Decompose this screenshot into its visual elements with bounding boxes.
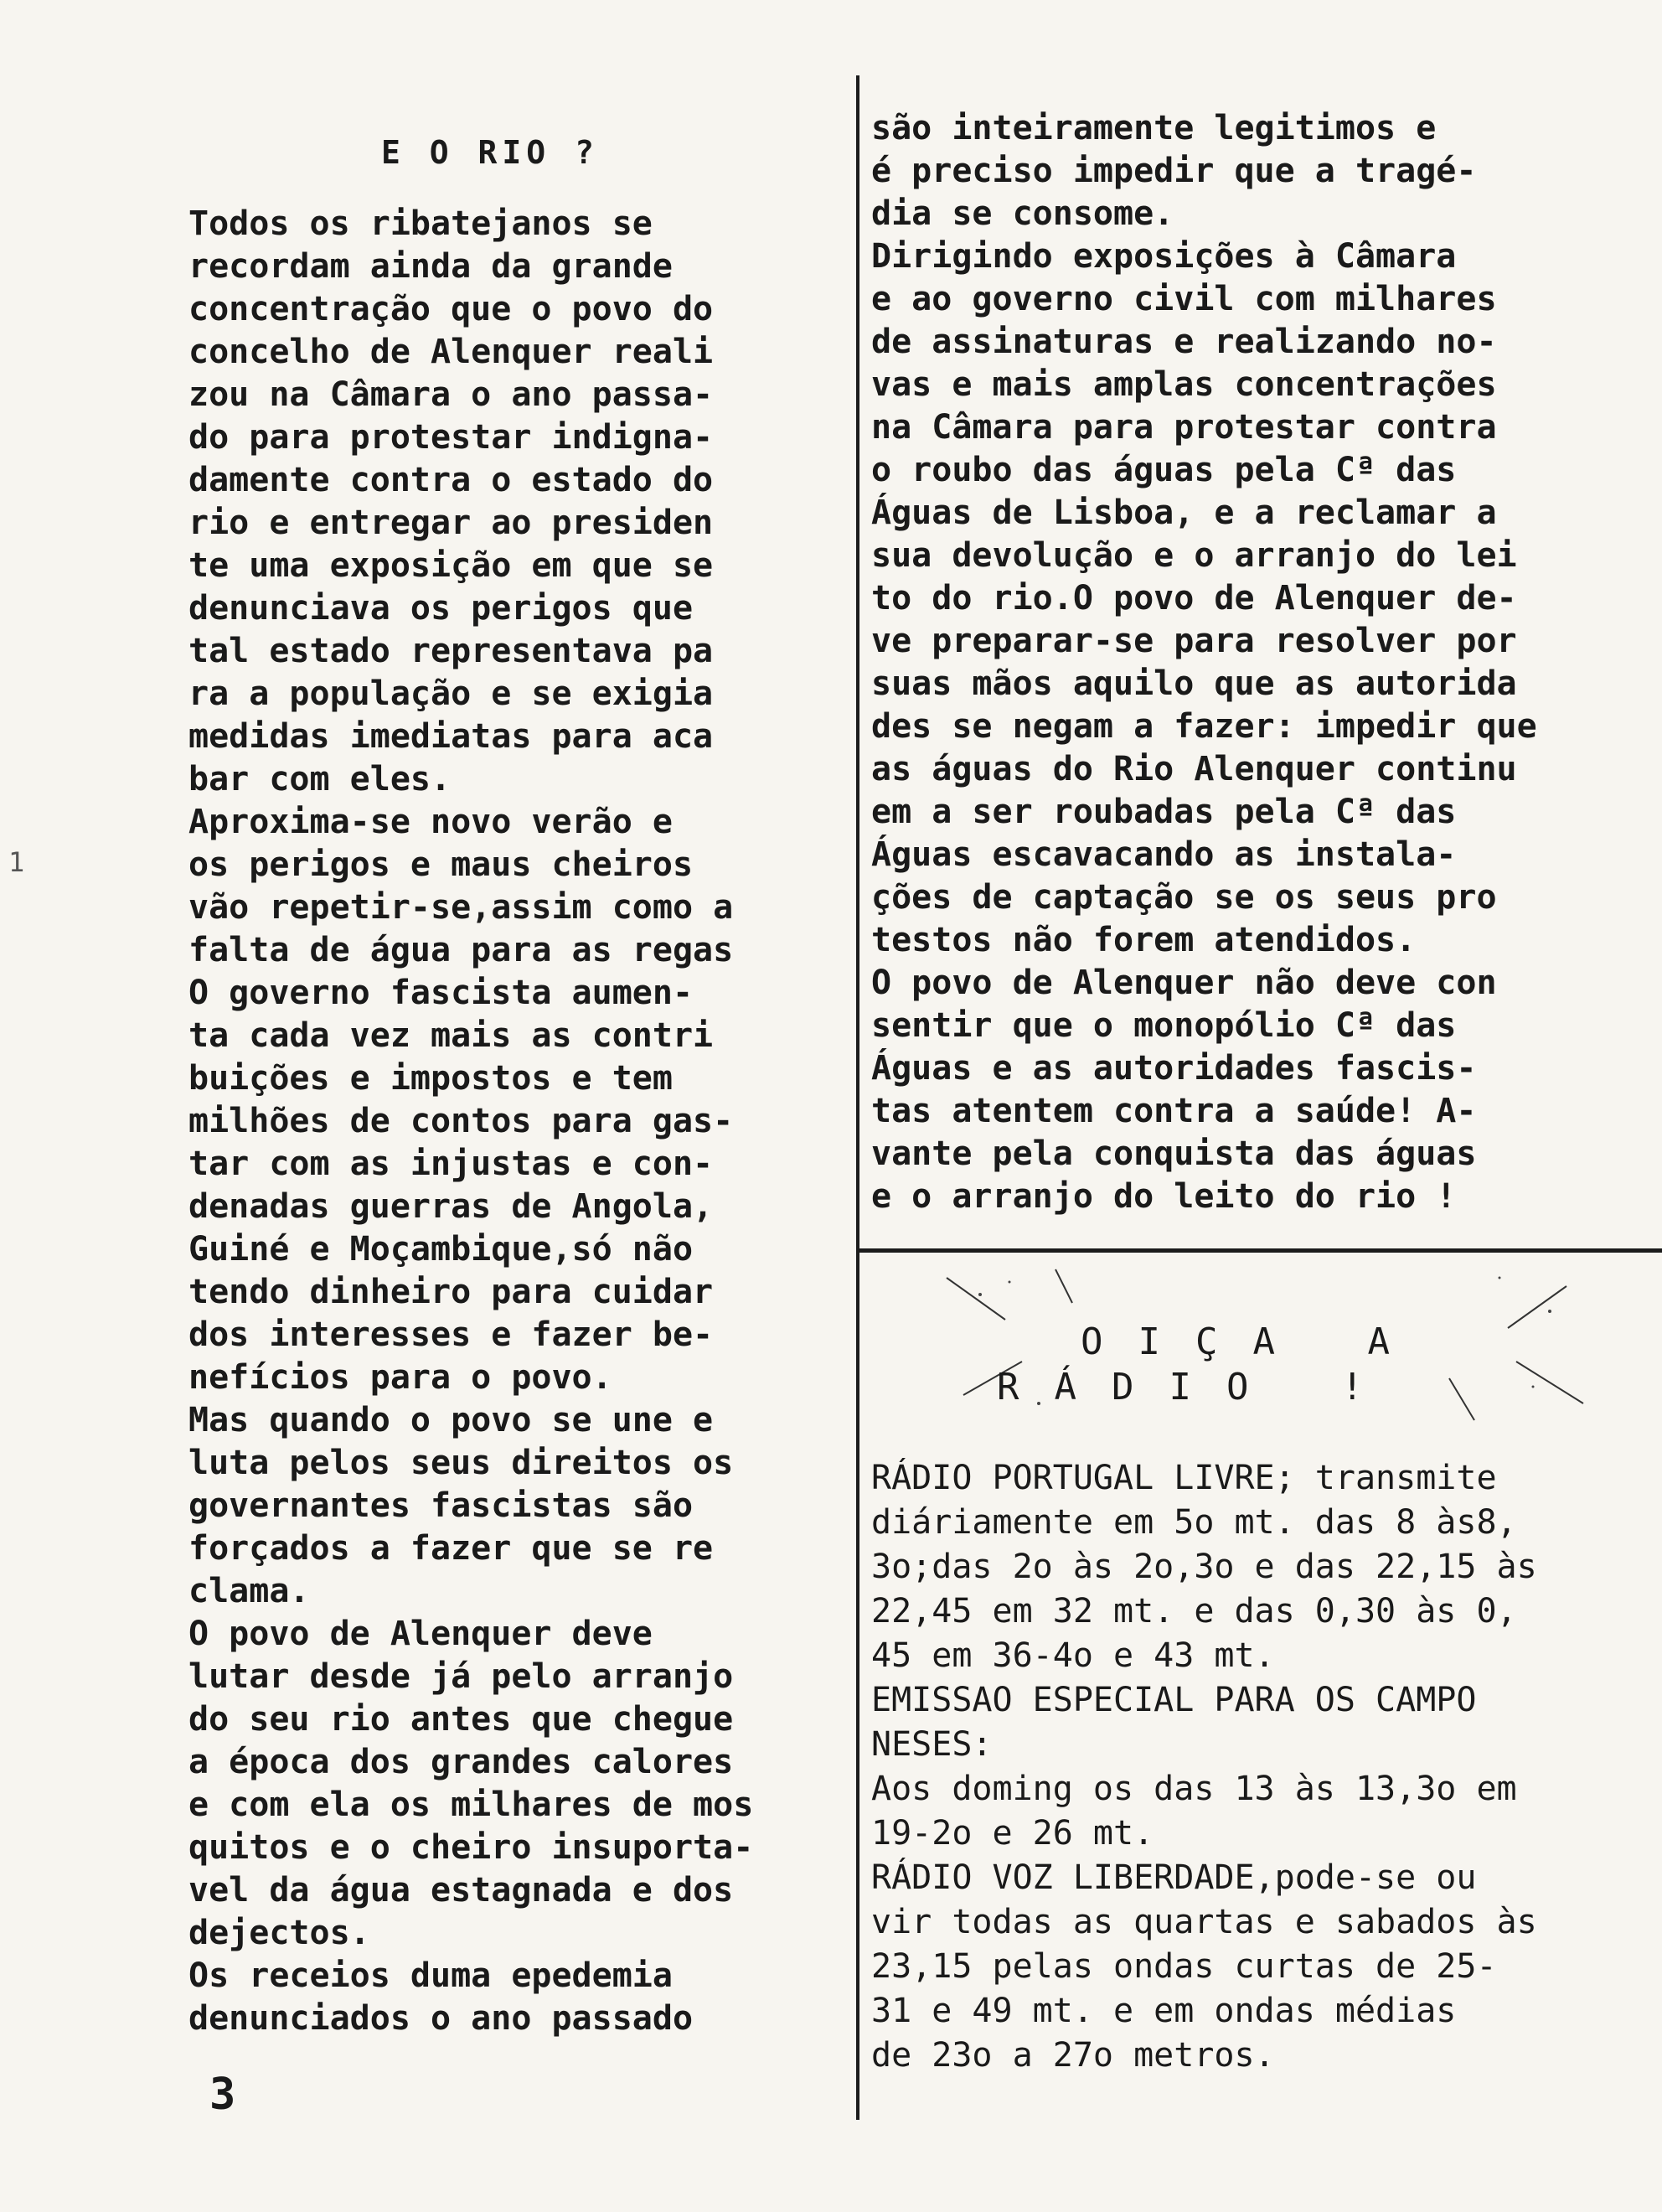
- section-divider: [859, 1248, 1662, 1253]
- radio-section: [871, 1456, 1650, 2078]
- radio-heading-line: OIÇA A: [1081, 1320, 1425, 1363]
- right-column: [871, 107, 1642, 1218]
- article-paragraph: Aproxima-se novo verão e os perigos e maus cheiros vão repetir-se,assim como a falta de água para as regas: [188, 803, 734, 969]
- left-column: [188, 134, 850, 2040]
- page-number: 3: [209, 2070, 236, 2120]
- article-paragraph: O povo de Alenquer não deve con sentir que o monopólio Cª das Águas e as autoridades fascis- tas atentem contra a saúde! A- vante pela conquista das águas e o arranjo do leito do rio !: [871, 964, 1497, 1216]
- radio-heading-line: RÁDIO !: [997, 1366, 1399, 1408]
- radio-paragraph: RÁDIO PORTUGAL LIVRE; transmite diáriamente em 5o mt. das 8 às8, 3o;das 2o às 2o,3o e das 22,15 às 22,45 em 32 mt. e das 0,30 às 0, 45 em 36-4o e 43 mt.: [871, 1459, 1537, 1675]
- radio-paragraph: RÁDIO VOZ LIBERDADE,pode-se ou vir todas as quartas e sabados às 23,15 pelas ondas curtas de 25- 31 e 49 mt. e em ondas médias de 23o a 27o metros.: [871, 1858, 1537, 2075]
- article-paragraph: Dirigindo exposições à Câmara e ao governo civil com milhares de assinaturas e realizando no- vas e mais amplas concentrações na Câmara para protestar contra o roubo das águas pela Cª das Águas de Lisboa, e a reclamar a sua devolução e o arranjo do lei to do rio.O povo de Alenquer de- ve preparar-se para resolver por suas mãos aquilo que as autorida des se negam a fazer: impedir que as águas do Rio Alenquer continu em a ser roubadas pela Cª das Águas escavacando as instala- ções de captação se os seus pro testos não forem atendidos.: [871, 237, 1537, 959]
- article-paragraph: Todos os ribatejanos se recordam ainda da grande concentração que o povo do concelho de Alenquer reali zou na Câmara o ano passa- do para protestar indigna- damente contra o estado do rio e entregar ao presiden te uma exposição em que se denunciava os perigos que tal estado representava pa ra a população e se exigia medidas imediatas para aca bar com eles.: [188, 204, 714, 798]
- article-paragraph: O povo de Alenquer deve lutar desde já pelo arranjo do seu rio antes que chegue a época dos grandes calores e com ela os milhares de mos quitos e o cheiro insuporta- vel da água estagnada e dos dejectos.: [188, 1615, 754, 1952]
- radio-heading: [997, 1320, 1516, 1410]
- radio-paragraph: EMISSAO ESPECIAL PARA OS CAMPO NESES:: [871, 1681, 1477, 1764]
- margin-mark: 1: [8, 846, 25, 878]
- article-title: E O RIO ?: [381, 134, 599, 171]
- article-paragraph: O governo fascista aumen- ta cada vez mais as contri buições e impostos e tem milhões de contos para gas- tar com as injustas e con- denadas guerras de Angola, Guiné e Moçambique,só não tendo dinheiro para cuidar dos interesses e fazer be- nefícios para o povo.: [188, 974, 734, 1397]
- article-paragraph: Os receios duma epedemia denunciados o ano passado: [188, 1956, 694, 2038]
- article-paragraph: são inteiramente legitimos e é preciso impedir que a tragé- dia se consome.: [871, 109, 1477, 233]
- article-paragraph: Mas quando o povo se une e luta pelos seus direitos os governantes fascistas são forçados a fazer que se re clama.: [188, 1401, 734, 1610]
- column-divider: [856, 75, 859, 2120]
- radio-paragraph: Aos doming os das 13 às 13,3o em 19-2o e 26 mt.: [871, 1770, 1517, 1853]
